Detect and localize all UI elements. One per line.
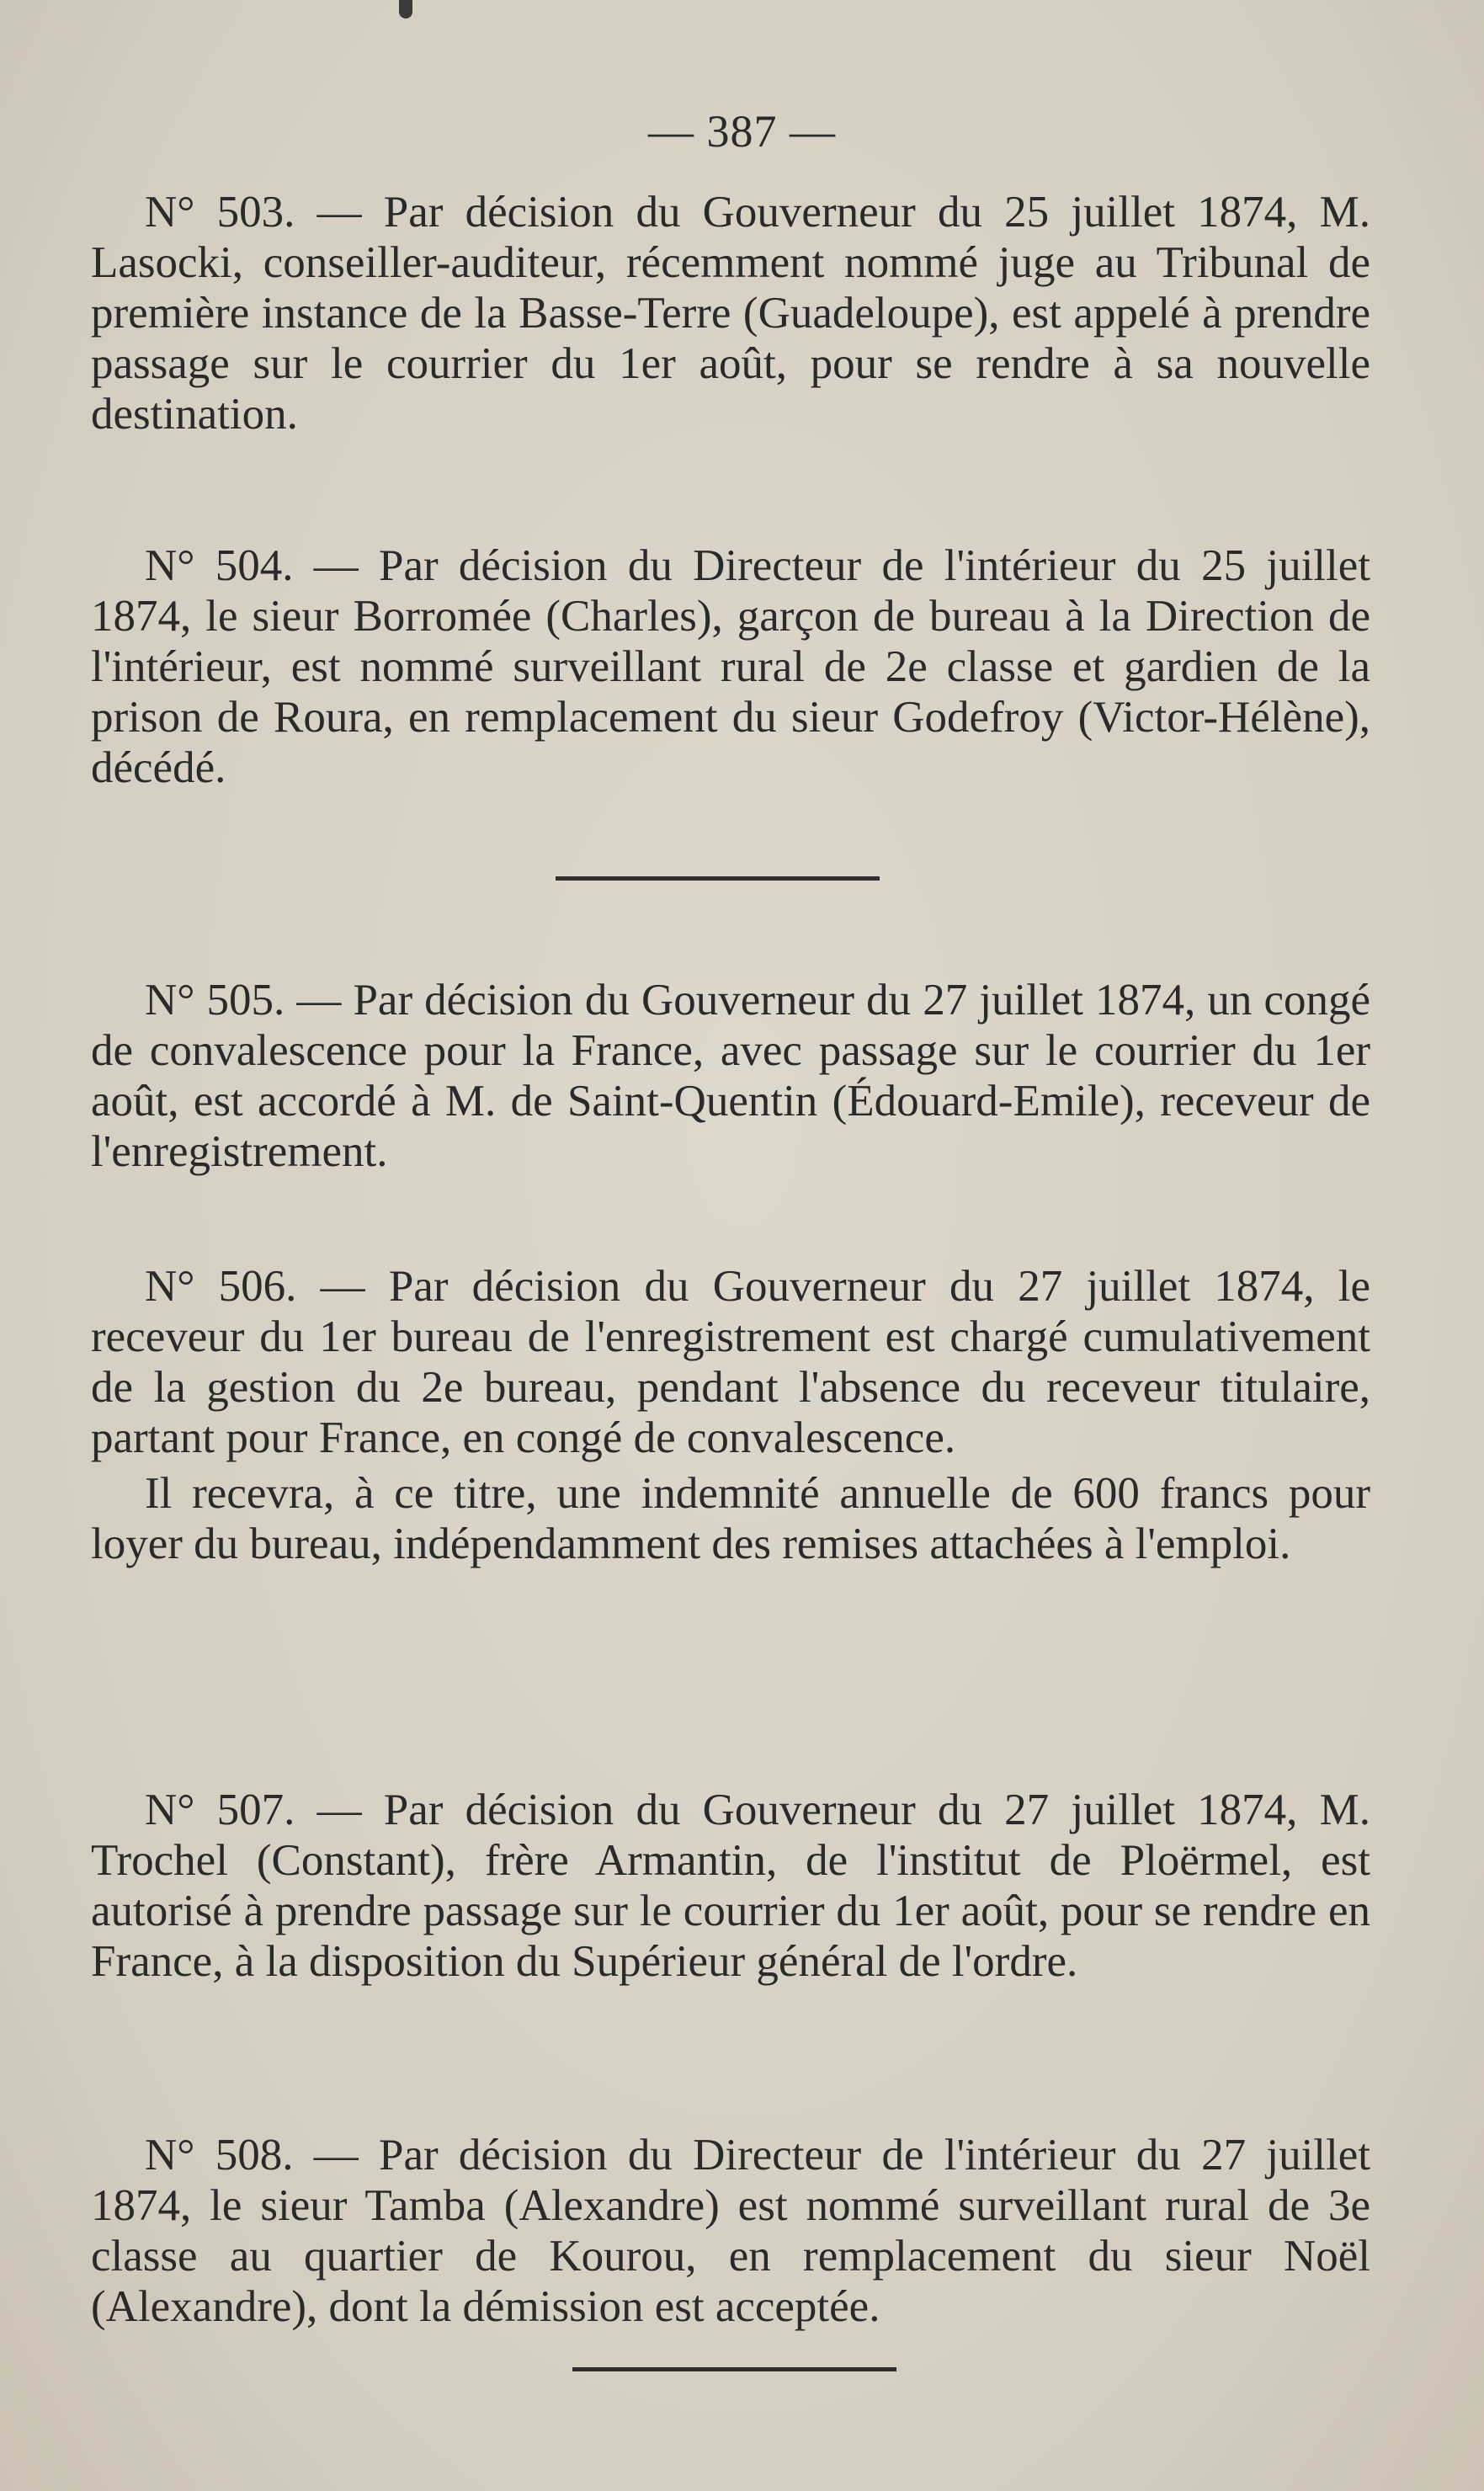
entry-507 bbox=[91, 1785, 1370, 1987]
section-divider bbox=[556, 876, 880, 881]
entry-paragraph: N° 508. — Par décision du Directeur de l'intérieur du 27 juillet 1874, le sieur Tamba (Alexandre) est nommé surveillant rural de 3e classe au quartier de Kourou, en remplacement du sieur Noël (Alexandre), dont la démission est acceptée. bbox=[91, 2131, 1370, 2331]
entry-paragraph: N° 507. — Par décision du Gouverneur du 27 juillet 1874, M. Trochel (Constant), frère Armantin, de l'institut de Ploërmel, est autorisé à prendre passage sur le courrier du 1er août, pour se rendre en France, à la disposition du Supérieur général de l'ordre. bbox=[91, 1786, 1370, 1986]
page-number: — 387 — bbox=[648, 106, 836, 157]
entry-paragraph: N° 503. — Par décision du Gouverneur du 25 juillet 1874, M. Lasocki, conseiller-auditeur, récemment nommé juge au Tribunal de première instance de la Basse-Terre (Guadeloupe), est appelé à prendre passage sur le courrier du 1er août, pour se rendre à sa nouvelle destination. bbox=[91, 188, 1370, 439]
ink-mark bbox=[399, 0, 412, 19]
entry-503 bbox=[91, 187, 1370, 439]
section-divider-bottom bbox=[572, 2367, 896, 2371]
entry-paragraph: Il recevra, à ce titre, une indemnité annuelle de 600 francs pour loyer du bureau, indépendamment des remises attachées à l'emploi. bbox=[91, 1469, 1370, 1568]
entry-504 bbox=[91, 540, 1370, 793]
entry-paragraph: N° 504. — Par décision du Directeur de l'intérieur du 25 juillet 1874, le sieur Borromée (Charles), garçon de bureau à la Direction de l'intérieur, est nommé surveillant rural de 2e classe et gardien de la prison de Roura, en remplacement du sieur Godefroy (Victor-Hélène), décédé. bbox=[91, 541, 1370, 792]
entry-506 bbox=[91, 1261, 1370, 1569]
entry-505 bbox=[91, 975, 1370, 1177]
entry-paragraph: N° 505. — Par décision du Gouverneur du 27 juillet 1874, un congé de convalescence pour la France, avec passage sur le courrier du 1er août, est accordé à M. de Saint-Quentin (Édouard-Emile), receveur de l'enregistrement. bbox=[91, 976, 1370, 1176]
entry-paragraph: N° 506. — Par décision du Gouverneur du 27 juillet 1874, le receveur du 1er bureau de l'enregistrement est chargé cumulativement de la gestion du 2e bureau, pendant l'absence du receveur titulaire, partant pour France, en congé de convalescence. bbox=[91, 1262, 1370, 1462]
entry-508 bbox=[91, 2130, 1370, 2332]
